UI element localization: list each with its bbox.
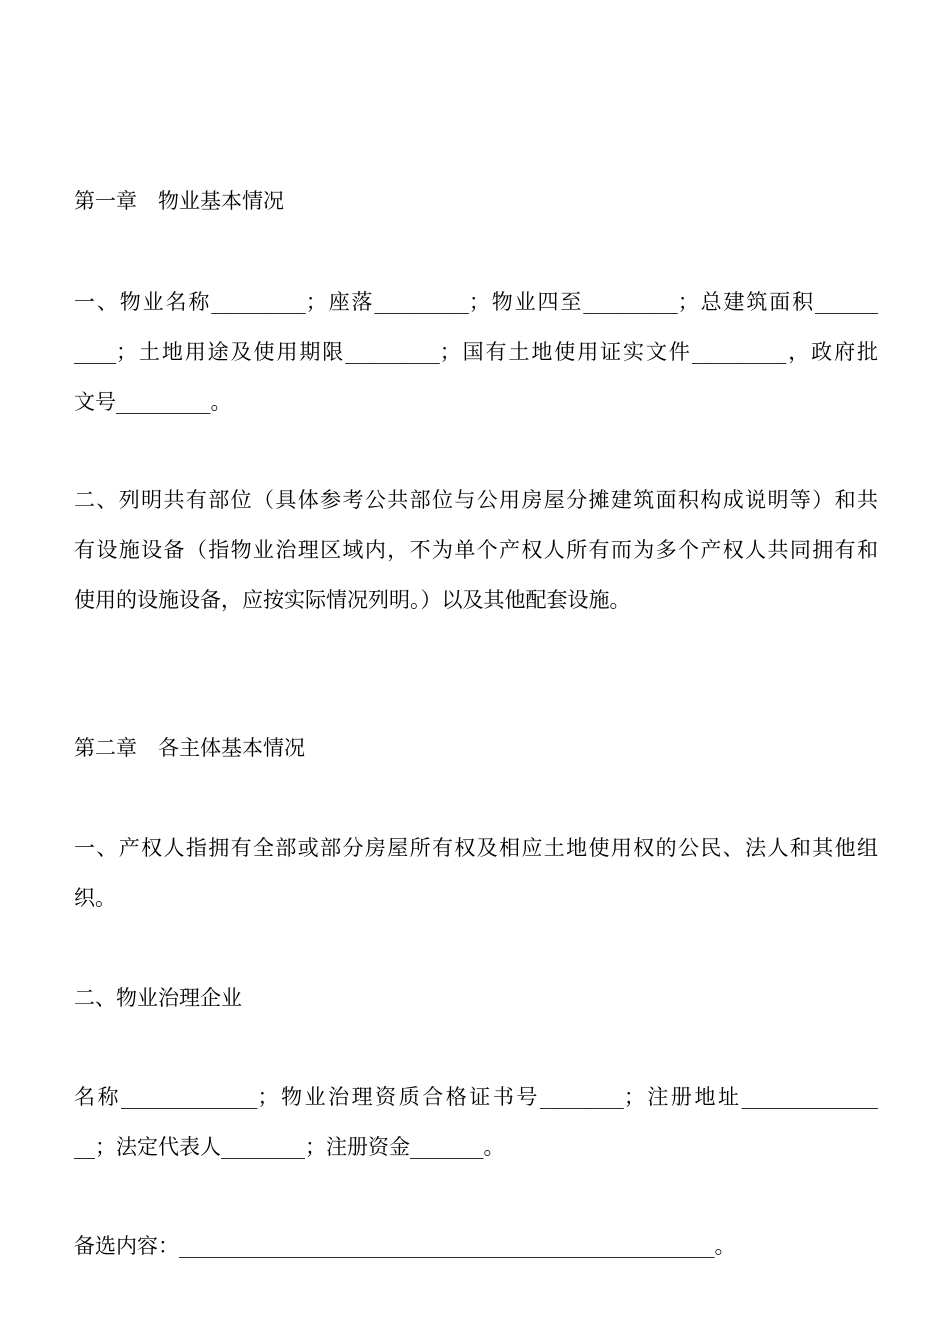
chapter-1-item-2-line-3: 使用的设施设备，应按实际情况列明。）以及其他配套设施。 [74, 588, 631, 612]
chapter-2-item-1-line-2: 织。 [74, 886, 116, 910]
chapter-1-item-2-line-2: 有设施设备（指物业治理区域内，不为单个产权人所有而为多个产权人共同拥有和 [74, 538, 878, 562]
optional-content-line: 备选内容：___________________________________________________。 [74, 1234, 736, 1258]
chapter-1-item-2-line-1: 二、列明共有部位（具体参考公共部位与公用房屋分摊建筑面积构成说明等）和共 [74, 488, 878, 512]
chapter-2-item-1-line-1: 一、产权人指拥有全部或部分房屋所有权及相应土地使用权的公民、法人和其他组 [74, 836, 878, 860]
company-info-line-2: __；法定代表人________；注册资金_______。 [74, 1135, 505, 1159]
chapter-2-heading: 第二章 各主体基本情况 [74, 736, 305, 760]
chapter-1-item-1-line-3: 文号_________。 [74, 390, 232, 414]
company-info-line-1: 名称_____________；物业治理资质合格证书号________；注册地址_____________ [74, 1085, 878, 1109]
chapter-2-item-2-heading: 二、物业治理企业 [74, 986, 242, 1010]
chapter-1-heading: 第一章 物业基本情况 [74, 189, 284, 213]
chapter-1-item-1-line-2: ____；土地用途及使用期限_________；国有土地使用证实文件_________，政府批 [74, 340, 878, 364]
chapter-1-item-1-line-1: 一、物业名称_________；座落_________；物业四至_________；总建筑面积______ [74, 290, 878, 314]
